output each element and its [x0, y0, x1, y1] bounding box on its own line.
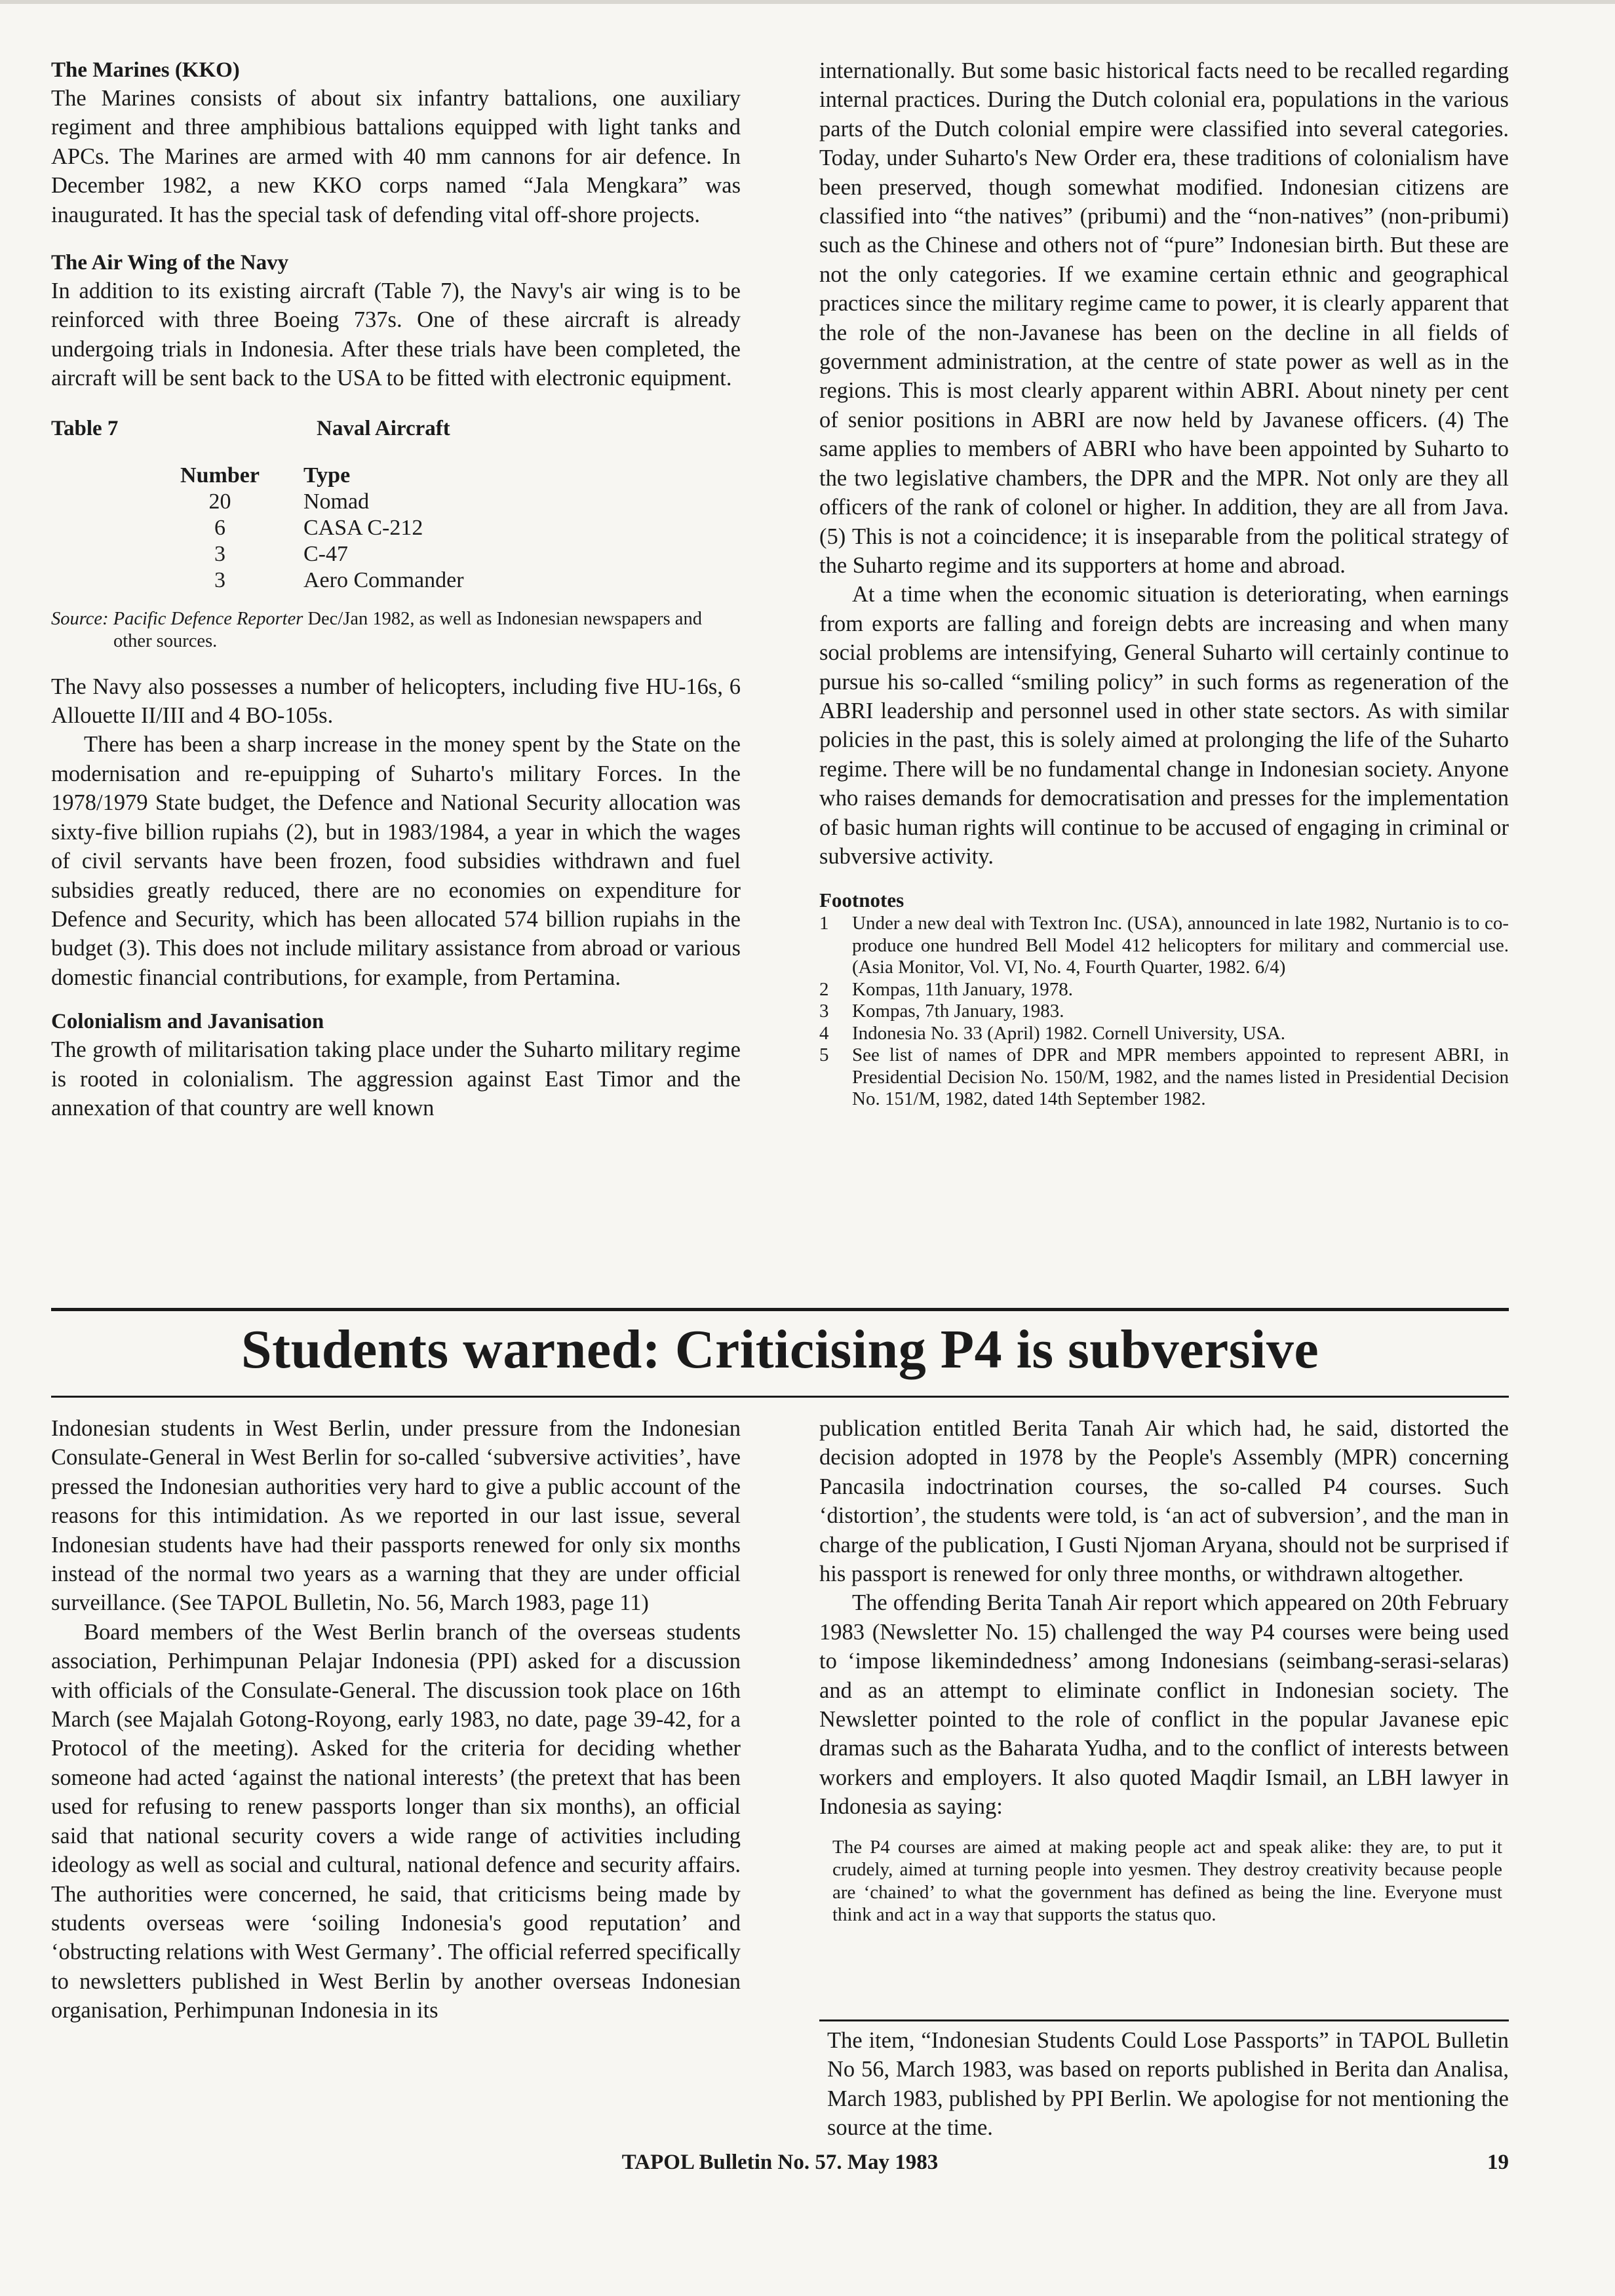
correction-rule: [819, 2019, 1509, 2021]
bottom-right-column: [819, 1414, 1509, 1926]
correction-note: The item, “Indonesian Students Could Lose Passports” in TAPOL Bulletin No 56, March 1983, was based on reports published in Berita dan Analisa, March 1983, published by PPI Berlin. We apologise for not mentioning the source at the time.: [827, 2028, 1509, 2141]
footnote-text: Under a new deal with Textron Inc. (USA), announced in late 1982, Nurtanio is to co-produce one hundred Bell Model 412 helicopters for military and commercial use. (Asia Monitor, Vol. VI, No. 4, Fourth Quarter, 1982. 6/4): [852, 913, 1509, 978]
page-number: 19: [1487, 2151, 1509, 2174]
source-rest: Dec/Jan 1982, as well as Indonesian newspapers and other sources.: [113, 608, 702, 651]
footnote-number: 5: [819, 1044, 829, 1066]
aircraft-number: 20: [208, 489, 231, 514]
correction-box: [827, 2026, 1509, 2143]
table-label: Table 7: [51, 416, 119, 440]
footnote-text: See list of names of DPR and MPR members appointed to represent ABRI, in Presidential Decision No. 150/M, 1982, and the names listed in Presidential Decision No. 151/M, 1982, dated 14th September 1982.: [852, 1044, 1509, 1110]
top-right-column: [819, 56, 1509, 1111]
table-title: Naval Aircraft: [317, 416, 450, 440]
table-source-note: [51, 608, 741, 653]
source-label: Source:: [51, 608, 109, 629]
scan-edge: [0, 0, 1615, 4]
footnote-number: 4: [819, 1022, 829, 1044]
colonialism-paragraph: The growth of militarisation taking place under the Suharto military regime is rooted in colonialism. The aggression against East Timor and the annexation of that country are well known: [51, 1037, 741, 1120]
block-quote: The P4 courses are aimed at making people act and speak alike: they are, to put it crudely, aimed at turning people into yesmen. They destroy creativity because people are ‘chained’ to what the government has defined as being the line. Everyone must think and act in a way that supports the status quo.: [832, 1836, 1502, 1926]
table-7-header: [51, 414, 741, 443]
top-left-column: [51, 56, 741, 1122]
section-rule-top: [51, 1308, 1509, 1311]
berita-report-paragraph: The offending Berita Tanah Air report which appeared on 20th February 1983 (Newsletter No. 15) challenged the way P4 courses were being used to ‘impose likemindedness’ among Indonesians (seimbang-serasi-selaras) and as an attempt to eliminate conflict in Indonesian society. The Newsletter pointed to the role of conflict in the popular Javanese epic dramas such as the Baharata Yudha, and to the conflict of interests between workers and employers. It also quoted Maqdir Ismail, an LBH lawyer in Indonesia as saying:: [819, 1590, 1509, 1820]
bottom-left-column: [51, 1414, 741, 2025]
source-publication: Pacific Defence Reporter: [113, 608, 303, 629]
footnote: [819, 1023, 1509, 1045]
students-intro-paragraph: Indonesian students in West Berlin, under pressure from the Indonesian Consulate-General in West Berlin for so-called ‘subversive activities’, have pressed the Indonesian authorities very hard to give a public account of the reasons for this intimidation. As we reported in our last issue, several Indonesian students have had their passports renewed for only six months instead of the normal two years as a warning that they are under official surveillance. (See TAPOL Bulletin, No. 56, March 1983, page 11): [51, 1416, 741, 1616]
smiling-policy-paragraph: At a time when the economic situation is deteriorating, when earnings from exports are falling and foreign debts are increasing and when many social problems are intensifying, General Suharto will certainly continue to pursue his so-called “smiling policy” in such forms as regeneration of the ABRI leadership and personnel used in other state sectors. As with similar policies in the past, this is solely aimed at prolonging the life of the Suharto regime. There will be no fundamental change in Indonesian society. Anyone who raises demands for democratisation and presses for the implementation of basic human rights will continue to be accused of engaging in criminal or subversive activity.: [819, 582, 1509, 869]
spending-paragraph: There has been a sharp increase in the money spent by the State on the modernisation and re-epuipping of Suharto's military Forces. In the 1978/1979 State budget, the Defence and National Security allocation was sixty-five billion rupiahs (2), but in 1983/1984, a year in which the wages of civil servants have been frozen, food subsidies withdrawn and fuel subsidies greatly reduced, there are no economies on expenditure for Defence and Security, which has been allocated 574 billion rupiahs in the budget (3). This does not include military assistance from abroad or various domestic financial contributions, for example, from Pertamina.: [51, 732, 741, 990]
aircraft-type: CASA C-212: [303, 515, 423, 540]
helicopters-paragraph: The Navy also possesses a number of helicopters, including five HU-16s, 6 Allouette II/III and 4 BO-105s.: [51, 674, 741, 729]
javanisation-paragraph: internationally. But some basic historical facts need to be recalled regarding internal practices. During the Dutch colonial era, populations in the various parts of the Dutch colonial empire were classified into several categories. Today, under Suharto's New Order era, these traditions of colonialism have been preserved, though somewhat modified. Indonesian citizens are classified into “the natives” (pribumi) and the “non-natives” (non-pribumi) such as the Chinese and others not of “pure” Indonesian birth. But these are not the only categories. If we examine certain ethnic and geographical practices since the military regime came to power, it is clearly apparent that the role of the non-Javanese has been on the decline in all fields of government administration, at the centre of state power as well as in the regions. This is most clearly apparent within ABRI. About ninety per cent of senior positions in ABRI are now held by Javanese officers. (4) The same applies to members of ABRI who have been appointed by Suharto to the two legislative chambers, the DPR and the MPR. Not only are they all officers of the rank of colonel or higher. In addition, they are all from Java. (5) This is not a coincidence; it is inseparable from the political strategy of the Suharto regime and its supporters at home and abroad.: [819, 58, 1509, 578]
board-members-paragraph: Board members of the West Berlin branch of the overseas students association, Perhimpunan Pelajar Indonesia (PPI) asked for a discussion with officials of the Consulate-General. The discussion took place on 16th March (see Majalah Gotong-Royong, early 1983, no date, page 39-42, for a Protocol of the meeting). Asked for the criteria for deciding whether someone had acted ‘against the national interests’ (the pretext that has been used for refusing to renew passports longer than six months), an official said that national security covers a wide range of activities including ideology as well as social and cultural, national defence and security affairs. The authorities were concerned, he said, that criticisms being made by students overseas were ‘soiling Indonesia's good reputation’ and ‘obstructing relations with West Germany’. The official referred specifically to newsletters published in West Berlin by another overseas Indonesian organisation, Perhimpunan Indonesia in its: [51, 1619, 741, 2023]
footer-title: TAPOL Bulletin No. 57. May 1983: [621, 2151, 939, 2174]
footnote: [819, 1001, 1509, 1023]
colonialism-heading: Colonialism and Javanisation: [51, 1010, 324, 1034]
naval-aircraft-table: [176, 463, 741, 594]
marines-heading: The Marines (KKO): [51, 58, 240, 82]
col-number-header: Number: [180, 463, 260, 488]
footnote-text: Kompas, 11th January, 1978.: [852, 978, 1073, 1000]
footnote-number: 1: [819, 913, 829, 934]
footnote-text: Indonesia No. 33 (April) 1982. Cornell University, USA.: [852, 1022, 1286, 1044]
aircraft-type: Aero Commander: [303, 567, 464, 592]
marines-paragraph: The Marines consists of about six infantry battalions, one auxiliary regiment and three amphibious battalions equipped with light tanks and APCs. The Marines are armed with 40 mm cannons for air defence. In December 1982, a new KKO corps named “Jala Mengkara” was inaugurated. It has the special task of defending vital off-shore projects.: [51, 86, 741, 227]
table-header-row: [176, 463, 741, 489]
table-row: [176, 541, 741, 567]
aircraft-type: C-47: [303, 541, 348, 566]
table-row: [176, 489, 741, 515]
table-row: [176, 515, 741, 541]
footnote: [819, 913, 1509, 979]
footnote: [819, 1044, 1509, 1111]
airwing-paragraph: In addition to its existing aircraft (Table 7), the Navy's air wing is to be reinforced with three Boeing 737s. One of these aircraft is already undergoing trials in Indonesia. After these trials have been completed, the aircraft will be sent back to the USA to be fitted with electronic equipment.: [51, 278, 741, 391]
table-row: [176, 567, 741, 594]
aircraft-number: 6: [214, 515, 225, 540]
footnote-number: 2: [819, 978, 829, 1000]
airwing-heading: The Air Wing of the Navy: [51, 251, 289, 275]
aircraft-number: 3: [214, 567, 225, 592]
footnotes-title: Footnotes: [819, 889, 905, 912]
section-rule-bottom: [51, 1396, 1509, 1398]
article-headline: Students warned: Criticising P4 is subversive: [241, 1319, 1319, 1380]
footnote: [819, 979, 1509, 1001]
aircraft-type: Nomad: [303, 489, 370, 514]
aircraft-number: 3: [214, 541, 225, 566]
footnote-number: 3: [819, 1001, 829, 1022]
col-type-header: Type: [303, 463, 351, 488]
publication-paragraph: publication entitled Berita Tanah Air which had, he said, distorted the decision adopted in 1978 by the People's Assembly (MPR) concerning Pancasila indoctrination courses, the so-called P4 courses. Such ‘distortion’, the students were told, is ‘an act of subversion’, and the man in charge of the publication, I Gusti Njoman Aryana, should not be surprised if his passport is renewed for only three months, or withdrawn altogether.: [819, 1416, 1509, 1587]
footnote-text: Kompas, 7th January, 1983.: [852, 1001, 1064, 1022]
